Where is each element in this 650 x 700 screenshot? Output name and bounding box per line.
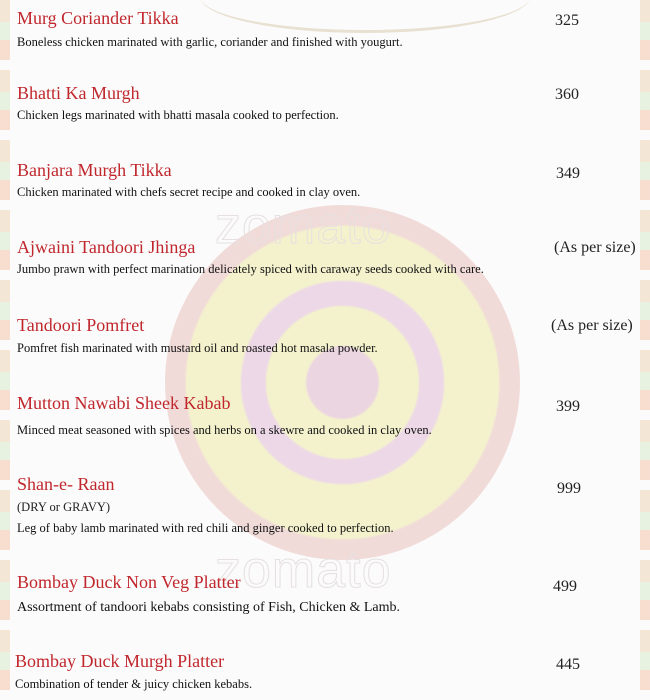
item-name: Bombay Duck Non Veg Platter bbox=[17, 572, 241, 592]
decorative-border-left bbox=[0, 0, 10, 700]
item-option: (DRY or GRAVY) bbox=[17, 500, 111, 514]
item-description: Assortment of tandoori kebabs consisting of Fish, Chicken & Lamb. bbox=[17, 600, 401, 615]
watermark: zomato bbox=[215, 197, 392, 255]
decorative-arc bbox=[200, 0, 530, 33]
mandala-background bbox=[165, 205, 520, 560]
item-name: Ajwaini Tandoori Jhinga bbox=[17, 237, 196, 257]
item-description: Minced meat seasoned with spices and herbs on a skewre and cooked in clay oven. bbox=[17, 423, 432, 437]
item-name: Banjara Murgh Tikka bbox=[17, 160, 172, 180]
item-price: 499 bbox=[553, 578, 577, 595]
item-description: Chicken legs marinated with bhatti masala cooked to perfection. bbox=[17, 108, 339, 122]
item-description: Boneless chicken marinated with garlic, coriander and finished with yougurt. bbox=[17, 35, 403, 49]
item-name: Bombay Duck Murgh Platter bbox=[15, 651, 225, 671]
item-price: (As per size) bbox=[551, 317, 633, 334]
item-description: Pomfret fish marinated with mustard oil and roasted hot masala powder. bbox=[17, 341, 378, 355]
item-price: (As per size) bbox=[554, 239, 636, 256]
item-price: 360 bbox=[555, 86, 579, 103]
decorative-border-right bbox=[640, 0, 650, 700]
item-price: 445 bbox=[556, 656, 580, 673]
item-price: 999 bbox=[557, 480, 581, 497]
item-name: Shan-e- Raan bbox=[17, 474, 115, 494]
item-name: Murg Coriander Tikka bbox=[17, 8, 179, 28]
item-description: Jumbo prawn with perfect marination delicately spiced with caraway seeds cooked with care. bbox=[17, 262, 484, 276]
item-price: 349 bbox=[556, 165, 580, 182]
item-name: Mutton Nawabi Sheek Kabab bbox=[17, 393, 231, 413]
watermark: zomato bbox=[215, 541, 392, 599]
item-description: Leg of baby lamb marinated with red chili and ginger cooked to perfection. bbox=[17, 521, 394, 535]
item-name: Tandoori Pomfret bbox=[17, 315, 145, 335]
item-price: 325 bbox=[555, 12, 579, 29]
item-name: Bhatti Ka Murgh bbox=[17, 83, 140, 103]
item-description: Combination of tender & juicy chicken kebabs. bbox=[15, 677, 253, 691]
item-description: Chicken marinated with chefs secret recipe and cooked in clay oven. bbox=[17, 185, 361, 199]
item-price: 399 bbox=[556, 398, 580, 415]
